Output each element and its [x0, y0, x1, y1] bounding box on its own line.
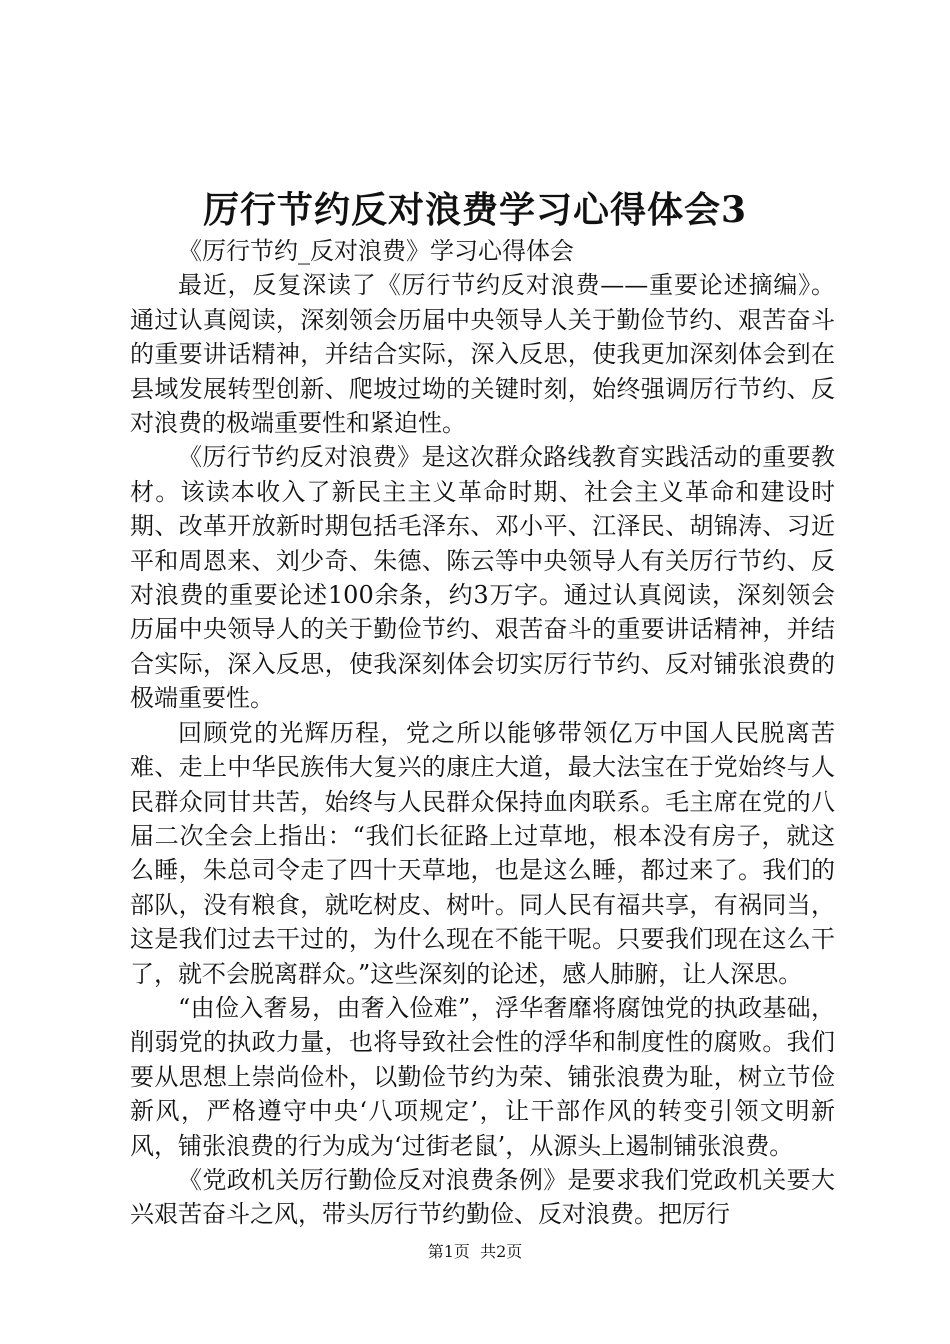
paragraph: 回顾党的光辉历程，党之所以能够带领亿万中国人民脱离苦难、走上中华民族伟大复兴的康庄大道，最大法宝在于党始终与人民群众同甘共苦，始终与人民群众保持血肉联系。毛主席在党的八届二次全会上指出：“我们长征路上过草地，根本没有房子，就这么睡，朱总司令走了四十天草地，也是这么睡，都过来了。我们的部队，没有粮食，就吃树皮、树叶。同人民有福共享，有祸同当，这是我们过去干过的，为什么现在不能干呢。只要我们现在这么干了，就不会脱离群众。”这些深刻的论述，感人肺腑，让人深思。 [130, 718, 835, 988]
paragraph: 《党政机关厉行勤俭反对浪费条例》是要求我们党政机关要大兴艰苦奋斗之风，带头厉行节约勤俭、反对浪费。把厉行 [130, 1165, 835, 1229]
page-number-current: 第1页 [427, 1242, 470, 1261]
document-title: 厉行节约反对浪费学习心得体会3 [202, 189, 748, 231]
page-number-total: 共2页 [480, 1242, 523, 1261]
paragraph: 最近，反复深读了《厉行节约反对浪费——重要论述摘编》。通过认真阅读，深刻领会历届中央领导人关于勤俭节约、艰苦奋斗的重要讲话精神，并结合实际，深入反思，使我更加深刻体会到在县域发展转型创新、爬坡过坳的关键时刻，始终强调厉行节约、反对浪费的极端重要性和紧迫性。 [130, 271, 835, 438]
page-footer [0, 1241, 950, 1263]
paragraph: 《厉行节约反对浪费》是这次群众路线教育实践活动的重要教材。该读本收入了新民主主义革命时期、社会主义革命和建设时期、改革开放新时期包括毛泽东、邓小平、江泽民、胡锦涛、习近平和周恩来、刘少奇、朱德、陈云等中央领导人有关厉行节约、反对浪费的重要论述100余条，约3万字。通过认真阅读，深刻领会历届中央领导人的关于勤俭节约、艰苦奋斗的重要讲话精神，并结合实际，深入反思，使我深刻体会切实厉行节约、反对铺张浪费的极端重要性。 [130, 443, 835, 713]
document-body [130, 234, 835, 1232]
paragraph-subtitle: 《厉行节约_反对浪费》学习心得体会 [178, 237, 574, 265]
paragraph: “由俭入奢易，由奢入俭难”，浮华奢靡将腐蚀党的执政基础，削弱党的执政力量，也将导致社会性的浮华和制度性的腐败。我们要从思想上崇尚俭朴，以勤俭节约为荣、铺张浪费为耻，树立节俭新风，严格遵守中央‘八项规定’，让干部作风的转变引领文明新风，铺张浪费的行为成为‘过街老鼠’，从源头上遏制铺张浪费。 [130, 993, 835, 1160]
